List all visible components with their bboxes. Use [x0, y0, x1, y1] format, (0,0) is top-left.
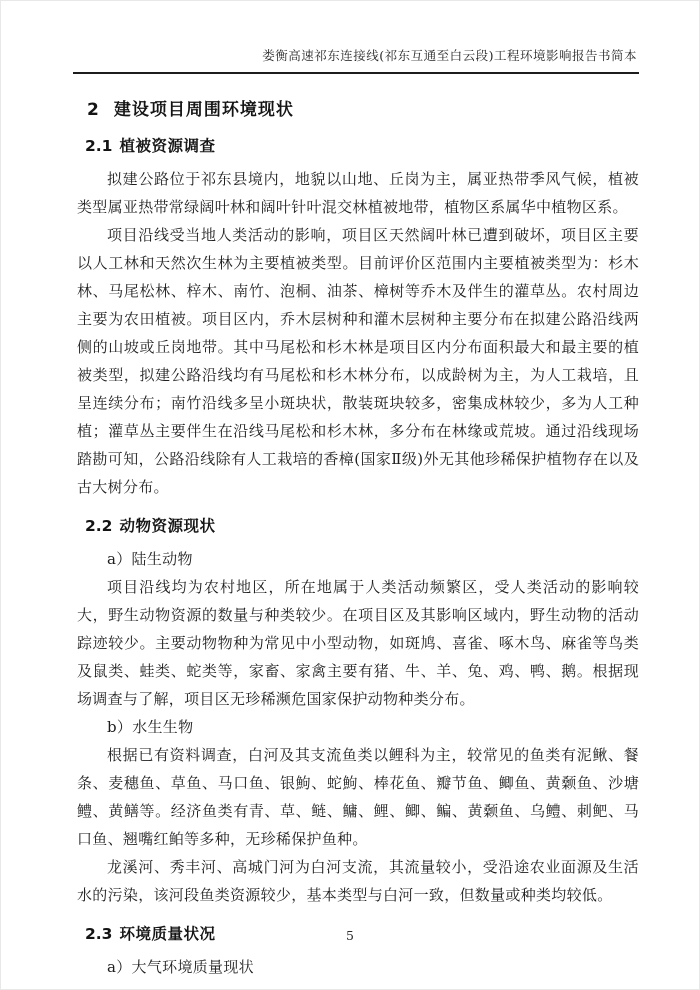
page-footer	[1, 928, 699, 943]
header-rule-divider	[73, 72, 639, 74]
section-heading-2-2	[77, 514, 639, 536]
running-header	[77, 47, 639, 65]
subitem-label-aquatic-life: b）水生生物	[107, 718, 194, 736]
section-title-2-2: 动物资源现状	[119, 517, 216, 535]
chapter-number: 2	[87, 100, 99, 120]
section-number-2-2: 2.2	[85, 517, 113, 535]
section-title-2-1: 植被资源调查	[119, 137, 216, 155]
paragraph-vegetation-1: 拟建公路位于祁东县境内，地貌以山地、丘岗为主，属亚热带季风气候，植被类型属亚热带常绿阔叶林和阔叶针叶混交林植被地带，植物区系属华中植物区系。	[77, 170, 639, 216]
subitem-label-air-quality: a）大气环境质量现状	[107, 958, 254, 976]
paragraph-terrestrial-animals: 项目沿线均为农村地区，所在地属于人类活动频繁区，受人类活动的影响较大，野生动物资源的数量与种类较少。在项目区及其影响区域内，野生动物的活动踪迹较少。主要动物物种为常见中小型动物，如斑鸠、喜雀、啄木鸟、麻雀等鸟类及鼠类、蛙类、蛇类等，家畜、家禽主要有猪、牛、羊、兔、鸡、鸭、鹅。根据现场调查与了解，项目区无珍稀濒危国家保护动物种类分布。	[77, 578, 639, 708]
section-number-2-3: 2.3	[85, 925, 113, 943]
running-header-title: 娄衡高速祁东连接线(祁东互通至白云段)工程环境影响报告书简本	[262, 48, 637, 63]
section-heading-2-1	[77, 134, 639, 156]
document-page	[1, 1, 699, 989]
chapter-title: 建设项目周围环境现状	[113, 100, 294, 120]
page-number: 5	[346, 928, 354, 943]
section-number-2-1: 2.1	[85, 137, 113, 155]
chapter-heading	[77, 95, 639, 120]
paragraph-aquatic-life-1: 根据已有资料调查，白河及其支流鱼类以鲤科为主，较常见的鱼类有泥鳅、餐条、麦穗鱼、草鱼、马口鱼、银鮈、蛇鮈、棒花鱼、瓣节鱼、鲫鱼、黄颡鱼、沙塘鳢、黄鳝等。经济鱼类有青、草、鲢、鳙、鲤、鲫、鳊、黄颡鱼、乌鳢、刺鲃、马口鱼、翘嘴红鲌等多种，无珍稀保护鱼种。	[77, 746, 639, 848]
section-title-2-3: 环境质量状况	[119, 925, 216, 943]
paragraph-vegetation-2: 项目沿线受当地人类活动的影响，项目区天然阔叶林已遭到破坏，项目区主要以人工林和天然次生林为主要植被类型。目前评价区范围内主要植被类型为：杉木林、马尾松林、梓木、南竹、泡桐、油茶、樟树等乔木及伴生的灌草丛。农村周边主要为农田植被。项目区内，乔木层树种和灌木层树种主要分布在拟建公路沿线两侧的山坡或丘岗地带。其中马尾松和杉木林是项目区内分布面积最大和最主要的植被类型，拟建公路沿线均有马尾松和杉木林分布，以成龄树为主，为人工栽培，且呈连续分布；南竹沿线多呈小斑块状，散装斑块较多，密集成林较少，多为人工种植；灌草丛主要伴生在沿线马尾松和杉木林，多分布在林缘或荒坡。通过沿线现场踏勘可知，公路沿线除有人工栽培的香樟(国家Ⅱ级)外无其他珍稀保护植物存在以及古大树分布。	[77, 226, 639, 496]
subitem-label-terrestrial-animals: a）陆生动物	[107, 550, 193, 568]
paragraph-aquatic-life-2: 龙溪河、秀丰河、高城门河为白河支流，其流量较小，受沿途农业面源及生活水的污染，该河段鱼类资源较少，基本类型与白河一致，但数量或种类均较低。	[77, 858, 639, 904]
